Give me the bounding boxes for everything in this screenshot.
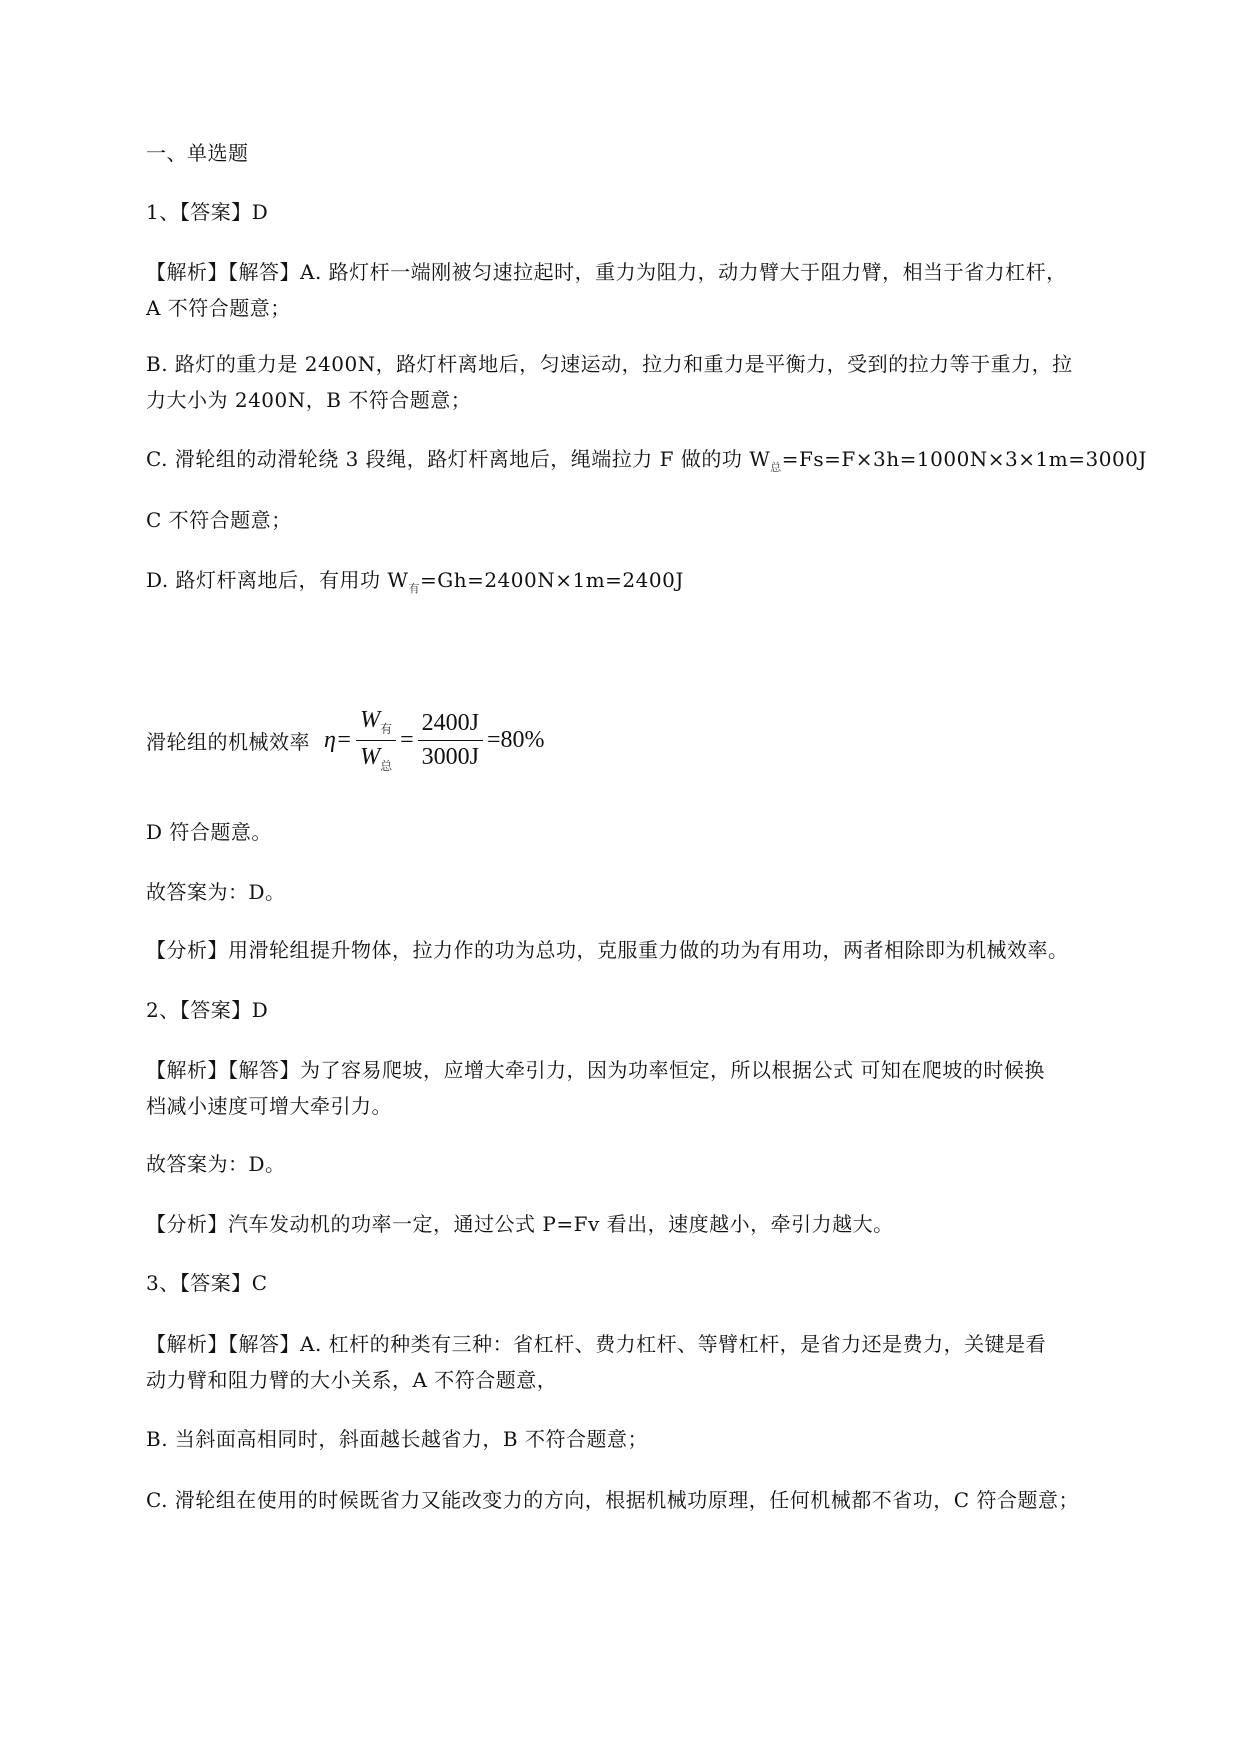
q2-final-answer: 故答案为：D。	[146, 1152, 286, 1176]
q1-d-conclusion: D 符合题意。	[146, 820, 272, 844]
q1-final-answer: 故答案为：D。	[146, 880, 286, 904]
q3-answer: 3、【答案】C	[146, 1271, 268, 1295]
q1-d-subscript: 有	[408, 582, 420, 595]
q1-option-d-line-1	[146, 566, 684, 603]
q1-analysis-line-1: 【解析】【解答】A. 路灯杆一端刚被匀速拉起时，重力为阻力，动力臂大于阻力臂，相当于省力杠杆，	[146, 260, 1067, 284]
formula-label: 滑轮组的机械效率	[146, 729, 310, 754]
formula-result: =80%	[487, 726, 545, 753]
q3-option-c: C. 滑轮组在使用的时候既省力又能改变力的方向，根据机械功原理，任何机械都不省功，C 符合题意；	[146, 1488, 1079, 1512]
q1-c-subscript: 总	[770, 461, 782, 474]
formula-w-den: W	[360, 743, 381, 770]
q3-analysis-line-2: 动力臂和阻力臂的大小关系，A 不符合题意，	[146, 1368, 558, 1392]
formula-fraction-values	[418, 710, 483, 771]
q2-analysis-line-1: 【解析】【解答】为了容易爬坡，应增大牵引力，因为功率恒定，所以根据公式 可知在爬坡的时候换	[146, 1058, 1045, 1082]
q1-c-text-pre: C. 滑轮组的动滑轮绕 3 段绳，路灯杆离地后，绳端拉力 F 做的功 W	[146, 447, 771, 471]
q1-c-text-post: =Fs=F×3h=1000N×3×1m=3000J	[781, 447, 1147, 471]
q1-analysis-line-2: A 不符合题意；	[146, 296, 291, 320]
formula-w-num: W	[360, 706, 381, 733]
formula-math	[324, 707, 545, 774]
q1-option-b-line-1: B. 路灯的重力是 2400N，路灯杆离地后，匀速运动，拉力和重力是平衡力，受到的拉力等于重力，拉	[146, 352, 1073, 376]
q2-answer: 2、【答案】D	[146, 998, 269, 1022]
q1-option-c-line-2: C 不符合题意；	[146, 508, 292, 532]
q3-analysis-line-1: 【解析】【解答】A. 杠杆的种类有三种：省杠杆、费力杠杆、等臂杠杆，是省力还是费力，关键是看	[146, 1332, 1047, 1356]
section-title: 一、单选题	[146, 141, 249, 165]
formula-fraction-work-denominator	[356, 741, 396, 774]
formula-fraction-values-numerator: 2400J	[418, 710, 483, 741]
formula-fraction-work	[356, 707, 396, 774]
q1-d-text-post: =Gh=2400N×1m=2400J	[419, 568, 684, 592]
formula-fraction-values-denominator: 3000J	[421, 743, 480, 770]
formula-fraction-work-numerator	[356, 707, 396, 741]
q1-option-c-line-1	[146, 445, 1147, 482]
q3-option-b: B. 当斜面高相同时，斜面越长越省力，B 不符合题意；	[146, 1427, 648, 1451]
q1-d-text-pre: D. 路灯杆离地后，有用功 W	[146, 568, 409, 592]
formula-equals: =	[400, 726, 414, 753]
q2-summary: 【分析】汽车发动机的功率一定，通过公式 P=Fv 看出，速度越小，牵引力越大。	[146, 1212, 894, 1236]
q1-option-b-line-2: 力大小为 2400N，B 不符合题意；	[146, 388, 472, 412]
q1-answer: 1、【答案】D	[146, 200, 269, 224]
formula-w-num-sub: 有	[380, 721, 393, 736]
q2-analysis-line-2: 档减小速度可增大牵引力。	[146, 1094, 392, 1118]
formula-eta: η=	[324, 726, 353, 753]
q1-summary: 【分析】用滑轮组提升物体，拉力作的功为总功，克服重力做的功为有用功，两者相除即为机械效率。	[146, 938, 1069, 962]
efficiency-formula	[146, 700, 545, 780]
formula-w-den-sub: 总	[380, 758, 393, 773]
